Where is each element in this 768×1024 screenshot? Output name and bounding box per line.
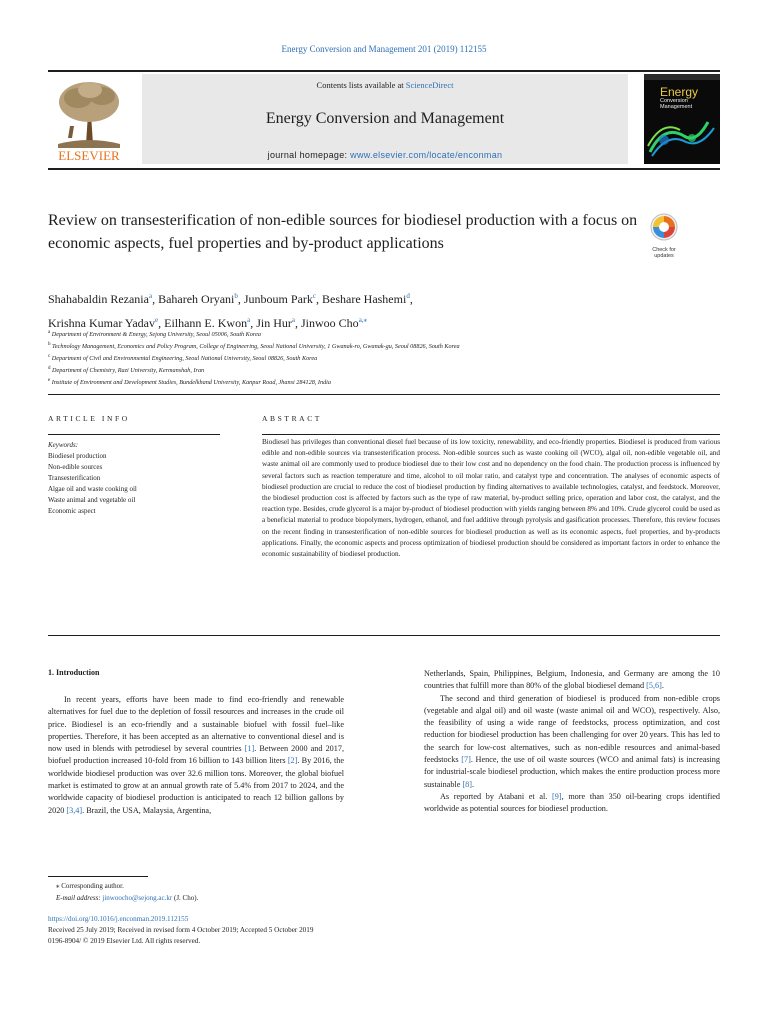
cover-title	[660, 86, 718, 110]
intro-paragraph	[424, 668, 720, 693]
abstract-heading: ABSTRACT	[262, 414, 322, 423]
affiliation-key: d	[48, 366, 51, 372]
elsevier-tree-icon	[48, 74, 130, 164]
abstract-bottom-rule	[48, 635, 720, 636]
citation-link[interactable]: [5,6]	[646, 681, 662, 691]
intro-paragraph	[424, 693, 720, 791]
intro-heading: 1. Introduction	[48, 668, 100, 677]
check-for-updates-badge[interactable]	[642, 212, 686, 262]
affiliation-text: Department of Environment & Energy, Sejong University, Seoul 05006, South Korea	[51, 331, 261, 339]
affiliations	[48, 328, 728, 388]
copyright-line: 0196-8904/ © 2019 Elsevier Ltd. All rights reserved.	[48, 937, 201, 945]
paragraph-text: Netherlands, Spain, Philippines, Belgium, Indonesia, and Germany are among the 10 countries that fulfill more than 80% of the global biodiesel demand	[424, 669, 720, 691]
affiliation-item	[48, 352, 728, 364]
author-name[interactable]: Shahabaldin Rezania	[48, 292, 149, 306]
author-name[interactable]: Jinwoo Cho	[301, 316, 359, 330]
check-badge-line1: Check for	[652, 247, 676, 253]
section-divider	[48, 394, 720, 395]
elsevier-wordmark: ELSEVIER	[58, 148, 120, 163]
author-separator: ,	[295, 316, 301, 330]
citation-link[interactable]: [3,4]	[66, 805, 83, 815]
author-separator: ,	[409, 292, 413, 306]
paragraph-text: .	[471, 779, 475, 789]
article-info-heading: ARTICLE INFO	[48, 414, 130, 423]
email-suffix: (J. Cho).	[172, 894, 199, 902]
author-affil-marker[interactable]: a	[247, 316, 251, 324]
keyword-item: Algae oil and waste cooking oil	[48, 485, 137, 493]
cover-title-line3: Management	[660, 104, 693, 110]
email-line	[56, 892, 456, 904]
affiliation-text: Institute of Environment and Development Studies, Bundelkhand University, Kanpur Road, Jhansi 284128, India	[51, 379, 331, 387]
paragraph-text: . Brazil, the USA, Malaysia, Argentina,	[82, 805, 212, 815]
homepage-line	[142, 150, 628, 160]
affiliation-item	[48, 328, 728, 340]
journal-reference-link[interactable]: Energy Conversion and Management 201 (2019) 112155	[281, 44, 487, 54]
elsevier-logo	[48, 74, 130, 164]
keyword-item: Economic aspect	[48, 507, 96, 515]
author-name[interactable]: Eilhann E. Kwon	[164, 316, 248, 330]
paragraph-text: The second and third generation of biodiesel is produced from non-edible crops (vegetable and algal oil) and oil waste (waste animal oil and WCO), respectively. Also, the feasibility of using a wide range of feedstocks, process optimization, and cost reduction for biodiesel production has been challenging for over 20 years. This has led to the search for low-cost alternatives, such as non-edible resources and animal-based feedstocks	[424, 693, 720, 765]
paragraph-text: .	[661, 681, 664, 691]
check-for-updates-icon	[649, 212, 679, 242]
cover-title-line2: Conversion	[660, 98, 688, 104]
author-separator: ,	[152, 292, 159, 306]
contents-prefix: Contents lists available at	[316, 80, 406, 90]
footnotes	[56, 880, 456, 904]
author-name[interactable]: Beshare Hashemi	[322, 292, 407, 306]
citation-link[interactable]: [8]	[462, 779, 472, 789]
citation-link[interactable]: [7]	[461, 755, 471, 765]
keyword-item: Transesterification	[48, 474, 101, 482]
author-affil-marker[interactable]: a,⁎	[358, 316, 368, 324]
affiliation-key: a	[48, 330, 51, 335]
author-affil-marker[interactable]: c	[312, 292, 316, 300]
affiliation-item	[48, 364, 728, 376]
author-name[interactable]: Bahareh Oryani	[158, 292, 235, 306]
intro-right-column	[424, 668, 720, 816]
author-name[interactable]: Junboum Park	[243, 292, 313, 306]
citation-link[interactable]: [2]	[287, 756, 298, 766]
intro-paragraph	[48, 694, 344, 817]
affiliation-text: Technology Management, Economics and Policy Program, College of Engineering, Seoul National University, 1 Gwanak-ro, Gwanak-gu, Seoul 08826, South Korea	[52, 343, 460, 351]
affiliation-item	[48, 376, 728, 388]
keywords-label: Keywords:	[48, 441, 79, 449]
article-title: Review on transesterification of non-edible sources for biodiesel production with a focus on economic aspects, fuel properties and by-product applications	[48, 212, 638, 252]
citation-link[interactable]: [9]	[552, 791, 562, 801]
keyword-item: Non-edible sources	[48, 463, 103, 471]
header-bottom-rule	[48, 168, 720, 170]
affiliation-key: b	[48, 342, 51, 348]
keyword-item: Waste animal and vegetable oil	[48, 496, 136, 504]
author-name[interactable]: Jin Hur	[256, 316, 292, 330]
received-dates: Received 25 July 2019; Received in revised form 4 October 2019; Accepted 5 October 2019	[48, 926, 314, 934]
author-affil-marker[interactable]: e	[155, 316, 159, 324]
intro-left-column	[48, 694, 344, 817]
cover-title-line1: Energy	[660, 85, 699, 99]
citation-link[interactable]: [1]	[244, 744, 255, 754]
affiliation-text: Department of Chemistry, Razi University, Kermanshah, Iran	[52, 367, 205, 375]
keywords-block	[48, 440, 228, 517]
publication-info	[48, 914, 548, 947]
author-affil-marker[interactable]: a	[291, 316, 295, 324]
keyword-item: Biodiesel production	[48, 452, 107, 460]
contents-line	[142, 80, 628, 90]
abstract-text: Biodiesel has privileges than conventional diesel fuel because of its low toxicity, renewability, and eco-friendly properties. Biodiesel is produced from various edible and non-edible sources via transesterification process. Non-edible sources such as waste cooking oil (WCO), algal oil, non-edible vegetable oil, and waste animal oil are commonly used to produce biodiesel due to their low cost and no dependency on the food chain. The production process is influenced by several factors such as reaction temperature and time, alcohol to oil molar ratio, and catalyst type and concentration. The analyses of economic aspects of biodiesel production are crucial to reduce the cost of biodiesel production by finding alternatives to available technologies, catalyst, and feedstock. Moreover, the biodiesel production cost is affected by factors such as the type of raw material, by-product selling price, operation and labor cost, the catalyst, and the reaction type. Besides, crude glycerol is a major by-product of biodiesel production with yields ranging between 8% and 10%. Crude glycerol could be used as a beneficial material to produce biopolymers, hydrogen, ethanol, and fuel additive through pyrolysis and gasification processes. Therefore, this review focuses on the recent finding in transesterification of non-edible sources for biodiesel production as well as its economic aspects, fuel properties, and by-products applications. Finally, the economic aspects and process optimization of biodiesel production should be considered as important factors in order to enhance the economic sustainability of biodiesel production.	[262, 438, 720, 559]
paragraph-text: . By 2016, the worldwide biodiesel production was over 32.6 million tons. Moreover, the global biofuel market is estimated to grow at an annual growth rate of 5.4% from 2017 to 2024, and the worldwide capacity of biodiesel production is anticipated to reach 12 billion gallons by 2020	[48, 756, 344, 815]
header-top-rule	[48, 70, 720, 72]
footnote-rule	[48, 876, 148, 877]
abstract-rule	[262, 434, 720, 435]
paragraph-text: . Between 2000 and 2017, biofuel production increased 10-fold from 16 billion to 143 billion liters	[48, 744, 344, 766]
author-separator: ,	[237, 292, 244, 306]
author-separator: ,	[316, 292, 322, 306]
affiliation-key: e	[48, 378, 51, 384]
sciencedirect-link[interactable]: ScienceDirect	[405, 80, 454, 90]
intro-paragraph	[424, 791, 720, 816]
journal-name: Energy Conversion and Management	[265, 110, 505, 127]
paragraph-text: In recent years, efforts have been made to find eco-friendly and renewable alternatives for fuel due to the depletion of fossil resources and increases in the crude oil price. Biodiesel is an eco-friendly and a sustainable biofuel with fossil fuel–like properties. Therefore, it has been accepted as an alternative to conventional diesel and is now used in blends with petrodiesel by several countries	[48, 695, 344, 754]
author-affil-marker[interactable]: b	[234, 292, 238, 300]
author-affil-marker[interactable]: a	[148, 292, 153, 300]
homepage-prefix: journal homepage:	[267, 150, 351, 160]
paragraph-text: As reported by Atabani et al.	[440, 791, 553, 801]
author-separator: ,	[250, 316, 257, 330]
homepage-link[interactable]: www.elsevier.com/locate/enconman	[350, 150, 503, 160]
author-name[interactable]: Krishna Kumar Yadav	[48, 316, 155, 330]
author-separator: ,	[158, 316, 165, 330]
check-badge-line2: updates	[654, 253, 674, 259]
paragraph-text: , more than 350 oil-bearing crops identified worldwide as potential sources for biodiesel production.	[424, 791, 720, 814]
affiliation-item	[48, 340, 728, 352]
article-info-rule	[48, 434, 220, 435]
journal-cover-image	[644, 74, 720, 164]
affiliation-text: Department of Civil and Environmental Engineering, Seoul National University, Seoul 08826, South Korea	[51, 355, 318, 363]
affiliation-key: c	[48, 354, 51, 360]
doi-link[interactable]: https://doi.org/10.1016/j.enconman.2019.112155	[48, 915, 189, 923]
email-label: E-mail address:	[56, 894, 101, 902]
email-link[interactable]: jinwoocho@sejong.ac.kr	[102, 894, 173, 902]
corresponding-author-note: ⁎ Corresponding author.	[56, 882, 124, 890]
author-affil-marker[interactable]: d	[406, 292, 410, 300]
paragraph-text: . Hence, the use of oil waste sources (WCO and animal fats) is increasing for industrial-scale biodiesel production, which makes the entire production process more sustainable	[424, 755, 720, 789]
author-list	[48, 286, 708, 334]
